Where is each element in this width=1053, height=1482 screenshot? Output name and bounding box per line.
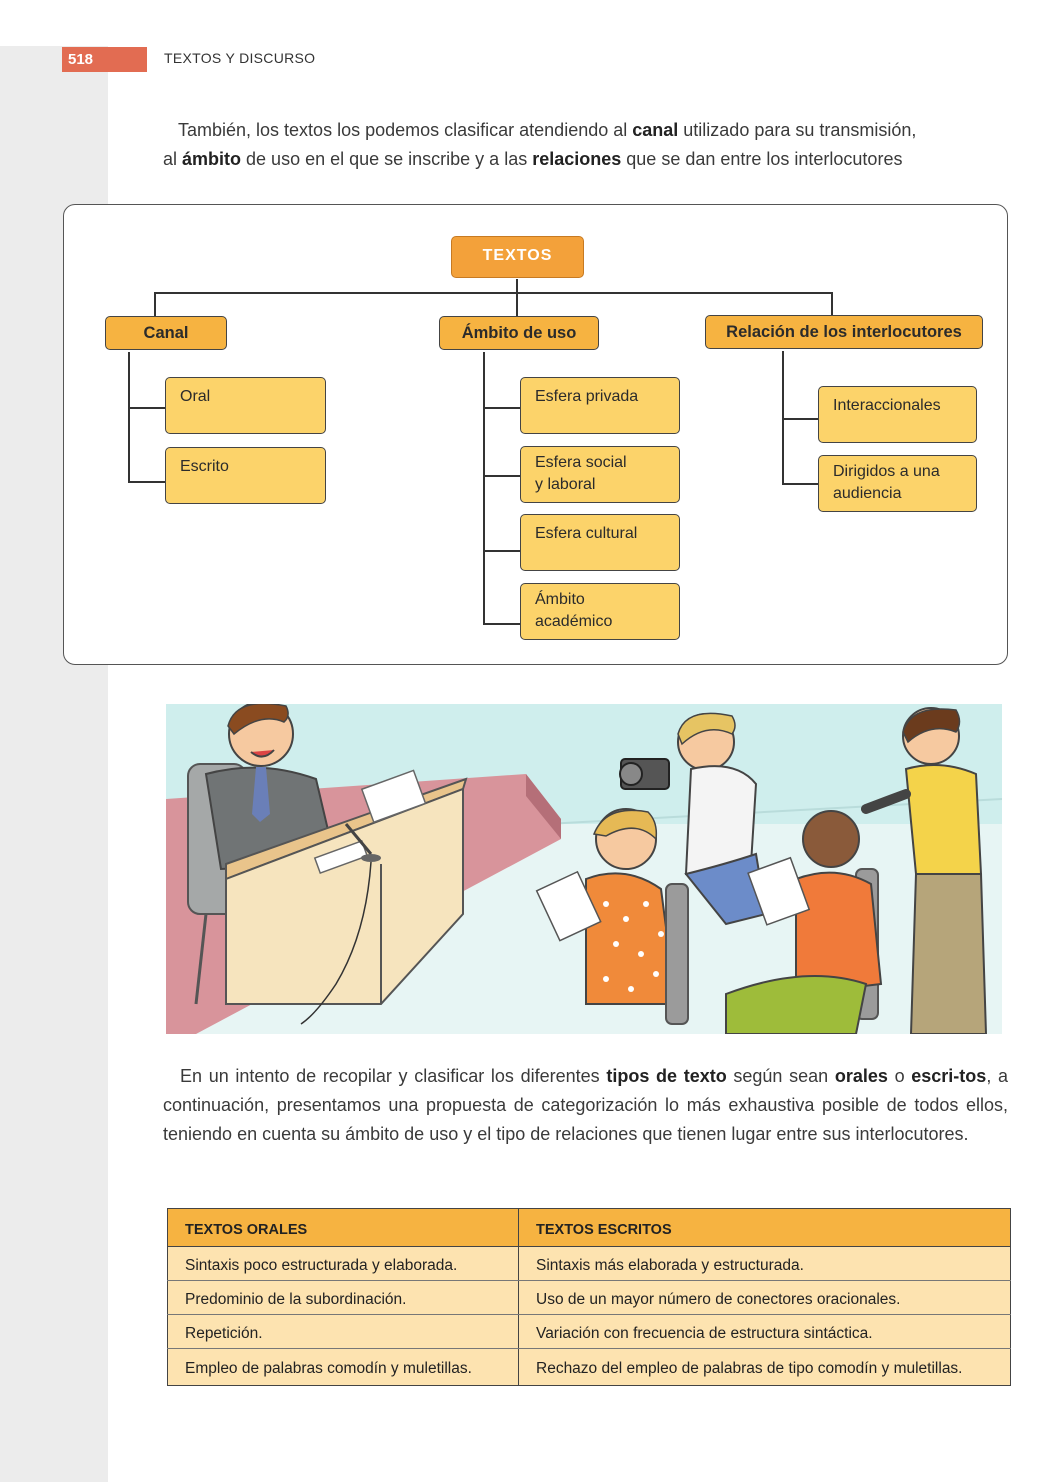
connector: [128, 352, 130, 482]
node-esfera-privada: Esfera privada: [520, 377, 680, 434]
connector: [483, 352, 485, 624]
connector: [483, 475, 520, 477]
node-canal: Canal: [105, 316, 227, 350]
press-conference-illustration: [166, 704, 1002, 1034]
node-relacion-interlocutores: Relación de los interlocutores: [705, 315, 983, 349]
connector: [516, 279, 518, 293]
table-header-row: [168, 1209, 1011, 1247]
table-row: [168, 1281, 1011, 1315]
connector: [483, 407, 520, 409]
connector: [516, 292, 518, 317]
connector: [154, 292, 156, 317]
oral-vs-written-table: [167, 1208, 1011, 1386]
illustration-drawing: [166, 704, 1002, 1034]
node-ambito-de-uso: Ámbito de uso: [439, 316, 599, 350]
table-cell: Variación con frecuencia de estructura sintáctica.: [519, 1315, 1011, 1349]
connector: [782, 483, 818, 485]
table-cell: Rechazo del empleo de palabras de tipo comodín y muletillas.: [519, 1349, 1011, 1386]
header-textos-orales: TEXTOS ORALES: [168, 1209, 519, 1247]
connector: [483, 623, 520, 625]
table-cell: Predominio de la subordinación.: [168, 1281, 519, 1315]
node-textos: TEXTOS: [451, 236, 584, 278]
connector: [128, 481, 165, 483]
table-cell: Sintaxis poco estructurada y elaborada.: [168, 1247, 519, 1281]
node-interaccionales: Interaccionales: [818, 386, 977, 443]
section-title: TEXTOS Y DISCURSO: [164, 50, 316, 66]
node-oral: Oral: [165, 377, 326, 434]
table-row: [168, 1315, 1011, 1349]
connector: [483, 550, 520, 552]
connector: [154, 292, 832, 294]
classification-paragraph: En un intento de recopilar y clasificar los diferentes tipos de texto según sean orales o escri-tos, a continuación, presentamos una propuesta de categorización lo más exhaustiva posible de todos ellos, teniendo en cuenta su ámbito de uso y el tipo de relaciones que tienen lugar entre sus interlocutores.: [163, 1066, 1009, 1144]
connector: [128, 407, 165, 409]
intro-paragraph: También, los textos los podemos clasificar atendiendo al canal utilizado para su transmisión, al ámbito de uso en el que se inscribe y a las relaciones que se dan entre los interlocutores: [163, 120, 917, 169]
table-cell: Repetición.: [168, 1315, 519, 1349]
connector: [782, 418, 818, 420]
node-dirigidos-audiencia: Dirigidos a una audiencia: [818, 455, 977, 512]
node-esfera-social-laboral: Esfera social y laboral: [520, 446, 680, 503]
header-textos-escritos: TEXTOS ESCRITOS: [519, 1209, 1011, 1247]
page-number: 518: [62, 47, 147, 72]
connector: [831, 292, 833, 316]
classification-diagram: [63, 204, 1008, 665]
node-ambito-academico: Ámbito académico: [520, 583, 680, 640]
table-row: [168, 1349, 1011, 1386]
node-esfera-cultural: Esfera cultural: [520, 514, 680, 571]
table-cell: Empleo de palabras comodín y muletillas.: [168, 1349, 519, 1386]
page-top-band: [0, 0, 1053, 46]
node-escrito: Escrito: [165, 447, 326, 504]
table-cell: Sintaxis más elaborada y estructurada.: [519, 1247, 1011, 1281]
table-cell: Uso de un mayor número de conectores oracionales.: [519, 1281, 1011, 1315]
table-row: [168, 1247, 1011, 1281]
